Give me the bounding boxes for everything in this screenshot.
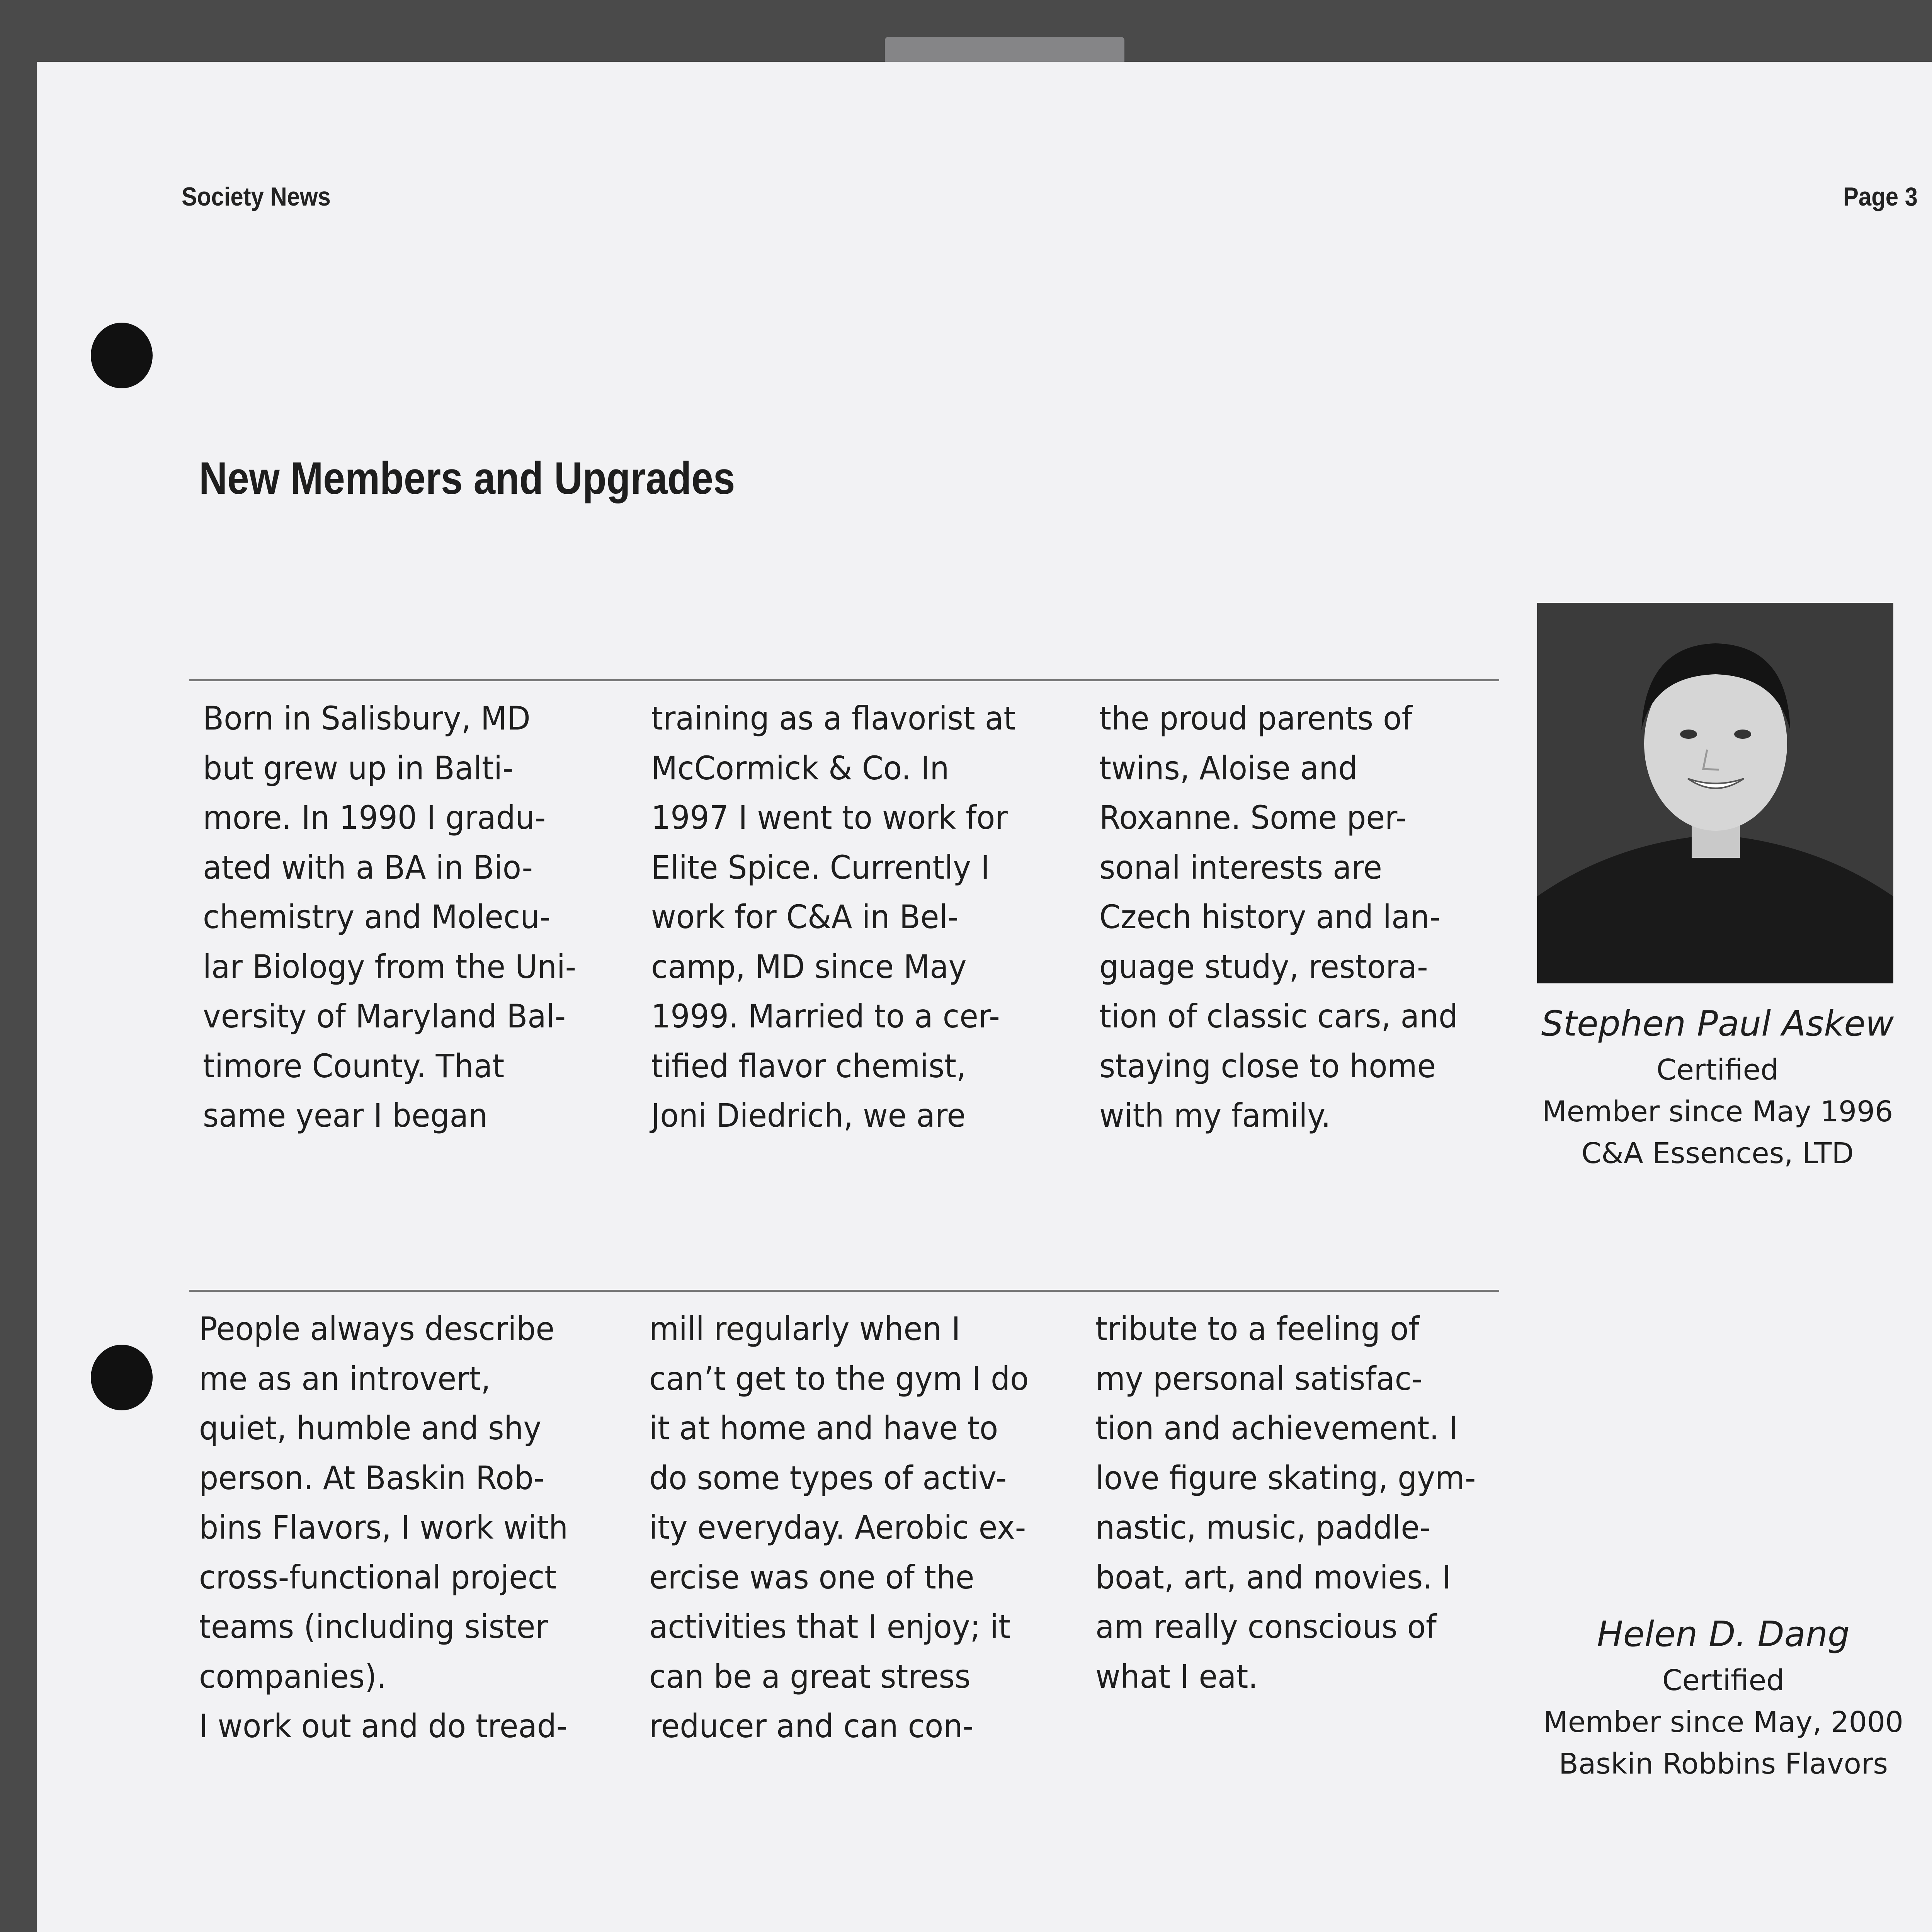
member-1-caption: [1536, 999, 1899, 1174]
portrait-photo-icon: [1537, 603, 1893, 983]
member-1-column-2: training as a flavorist at McCormick & Co. In 1997 I went to work for Elite Spice. Currently I work for C&A in Bel- camp, MD since May 1999. Married to a cer- tified flavor chemist, Joni Diedrich, we are: [651, 699, 1016, 1134]
member-1-status: Certified: [1656, 1053, 1779, 1087]
member-2-column-2: mill regularly when I can’t get to the gym I do it at home and have to do some types of activ- ity everyday. Aerobic ex- ercise was one of the activities that I enjoy; it can be a great stress reducer and can con-: [649, 1310, 1029, 1745]
member-photo: [1537, 603, 1893, 983]
member-2-since: Member since May, 2000: [1543, 1706, 1903, 1739]
member-2-column-3: tribute to a feeling of my personal satisfac- tion and achievement. I love figure skating, gym- nastic, music, paddle- boat, art, and movies. I am really conscious of what I eat.: [1095, 1310, 1476, 1696]
member-2-status: Certified: [1662, 1664, 1785, 1697]
member-2-company: Baskin Robbins Flavors: [1559, 1747, 1888, 1781]
member-1-column-1: Born in Salisbury, MD but grew up in Balti- more. In 1990 I gradu- ated with a BA in Bio- chemistry and Molecu- lar Biology from the Uni- versity of Maryland Bal- timore County. That same year I began: [203, 699, 577, 1134]
binder-hole-top: [91, 323, 153, 388]
running-header-left: Society News: [182, 182, 331, 211]
member-2-name: Helen D. Dang: [1597, 1614, 1850, 1655]
member-1-name: Stephen Paul Askew: [1541, 1003, 1894, 1044]
section-divider: [189, 679, 1499, 681]
page-title: New Members and Upgrades: [199, 453, 735, 504]
member-2-column-1: People always describe me as an introvert, quiet, humble and shy person. At Baskin Rob- bins Flavors, I work with cross-functional project teams (including sister companies). I work out and do tread-: [199, 1310, 568, 1745]
member-1-company: C&A Essences, LTD: [1581, 1137, 1854, 1170]
page-number: Page 3: [1843, 182, 1918, 211]
member-2-caption: [1542, 1609, 1905, 1785]
member-1-since: Member since May 1996: [1542, 1095, 1893, 1128]
section-divider: [189, 1290, 1499, 1292]
binder-hole-middle: [91, 1345, 153, 1410]
member-1-column-3: the proud parents of twins, Aloise and Roxanne. Some per- sonal interests are Czech history and lan- guage study, restora- tion of classic cars, and staying close to home with my family.: [1099, 699, 1458, 1134]
